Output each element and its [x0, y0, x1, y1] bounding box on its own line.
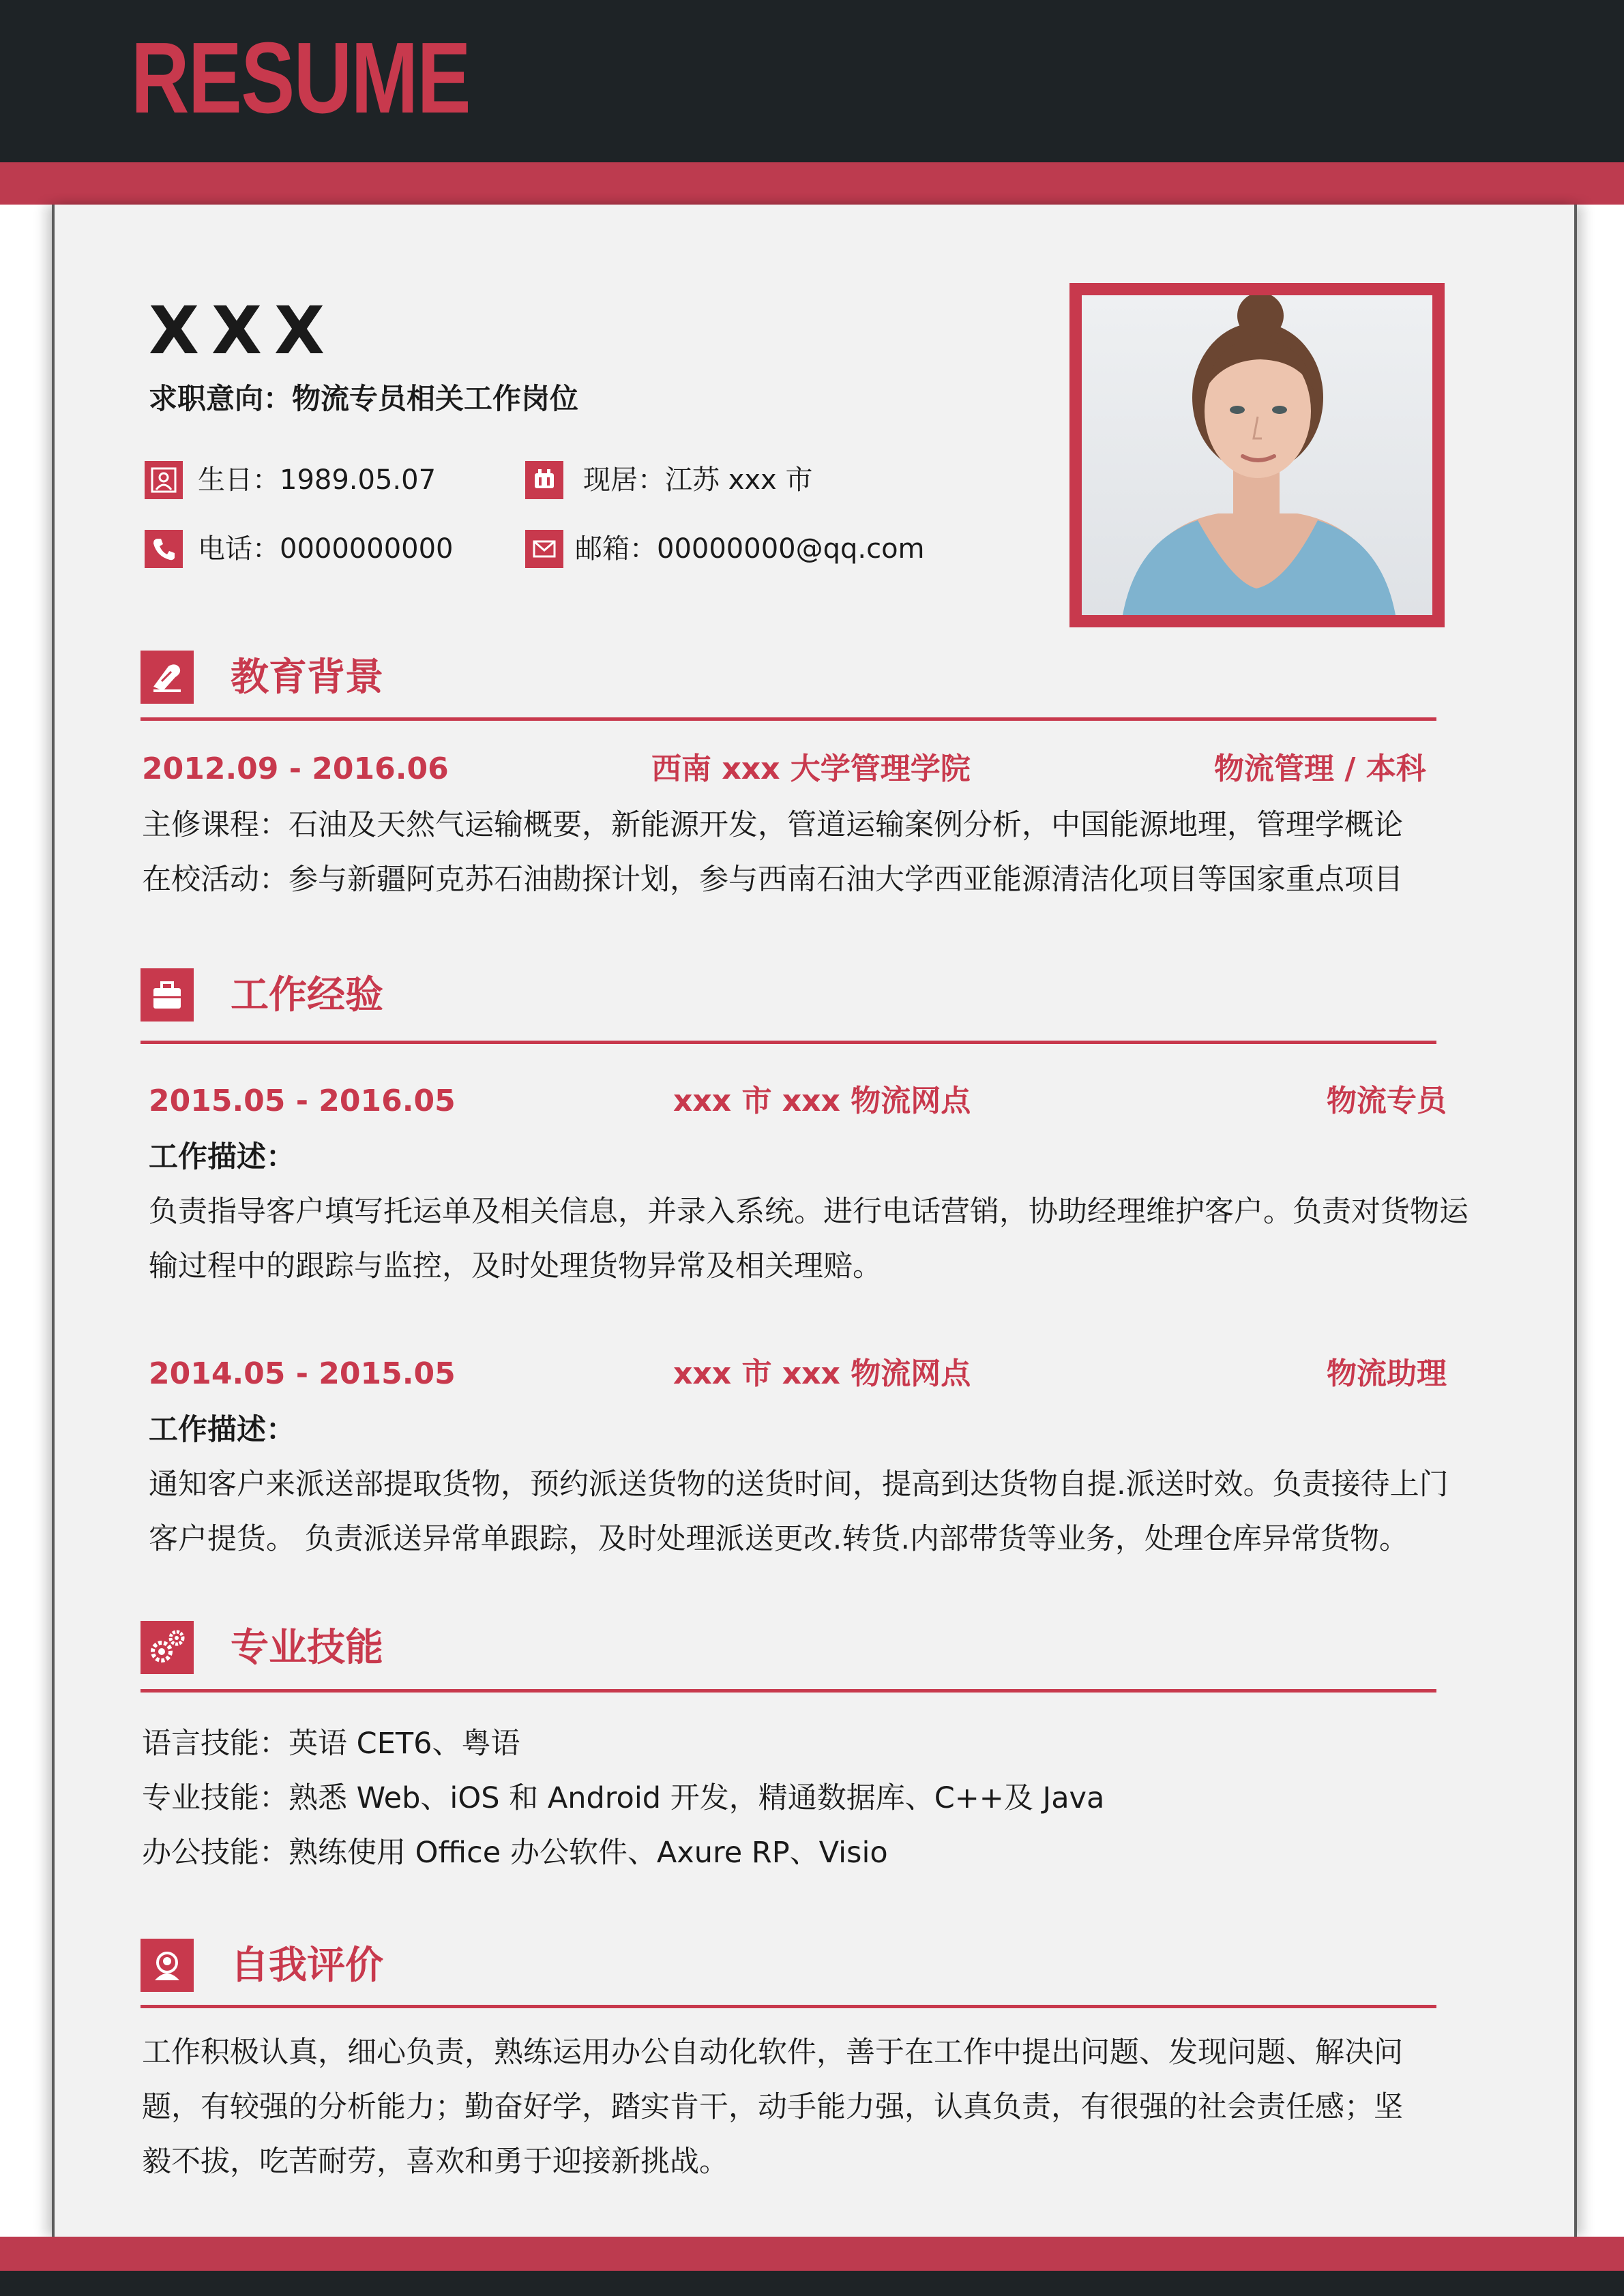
- job-intent: 求职意向：物流专员相关工作岗位: [149, 382, 579, 415]
- job-desc-line: 客户提货。 负责派送异常单跟踪，及时处理派送更改.转货.内部带货等业务，处理仓库异常货物。: [149, 1522, 1409, 1556]
- mail-icon: [525, 530, 563, 568]
- job-desc-label: 工作描述：: [149, 1413, 295, 1447]
- section-divider: [141, 717, 1436, 721]
- skill-line: 办公技能：熟练使用 Office 办公软件、Axure RP、Visio: [142, 1836, 888, 1870]
- education-school: 西南 xxx 大学管理学院: [651, 751, 971, 786]
- location-icon: [525, 461, 563, 499]
- job-desc-line: 负责指导客户填写托运单及相关信息，并录入系统。进行电话营销，协助经理维护客户。负责对货物运: [149, 1195, 1468, 1229]
- education-period: 2012.09 - 2016.06: [142, 751, 449, 786]
- email-address: 邮箱：00000000@qq.com: [575, 533, 925, 565]
- phone-icon: [145, 530, 183, 568]
- person-icon: [145, 461, 183, 499]
- skill-line: 语言技能：英语 CET6、粤语: [142, 1727, 520, 1761]
- profile-photo: [1069, 283, 1445, 627]
- portrait-image: [1082, 295, 1432, 615]
- residence: 现居：江苏 xxx 市: [583, 464, 813, 496]
- header-accent-band: [0, 162, 1624, 205]
- education-major: 物流管理 / 本科: [1214, 751, 1426, 786]
- footer-bar: [0, 2271, 1624, 2296]
- job-period: 2015.05 - 2016.05: [149, 1084, 456, 1118]
- education-courses: 主修课程：石油及天然气运输概要，新能源开发，管道运输案例分析，中国能源地理，管理学概论: [142, 808, 1403, 842]
- job-desc-line: 通知客户来派送部提取货物，预约派送货物的送货时间，提高到达货物自提.派送时效。负责接待上门: [149, 1467, 1449, 1502]
- job-company: xxx 市 xxx 物流网点: [673, 1356, 971, 1391]
- section-title-education: 教育背景: [231, 655, 383, 700]
- self-eval-line: 工作积极认真，细心负责，熟练运用办公自动化软件，善于在工作中提出问题、发现问题、解决问: [142, 2036, 1403, 2070]
- phone-number: 电话：0000000000: [198, 533, 454, 565]
- section-divider: [141, 1041, 1436, 1044]
- job-role: 物流助理: [1327, 1356, 1447, 1391]
- education-icon: [141, 651, 194, 704]
- section-title-self-eval: 自我评价: [231, 1943, 383, 1988]
- birth-date: 生日：1989.05.07: [198, 464, 437, 496]
- education-activities: 在校活动：参与新疆阿克苏石油勘探计划，参与西南石油大学西亚能源清洁化项目等国家重点项目: [142, 863, 1403, 897]
- job-period: 2014.05 - 2015.05: [149, 1356, 456, 1391]
- job-role: 物流专员: [1327, 1084, 1447, 1118]
- job-company: xxx 市 xxx 物流网点: [673, 1084, 971, 1118]
- section-title-work: 工作经验: [231, 973, 383, 1017]
- user-icon: [141, 1939, 194, 1992]
- footer-accent-band: [0, 2237, 1624, 2271]
- candidate-name: XXX: [149, 293, 338, 369]
- self-eval-line: 题，有较强的分析能力；勤奋好学，踏实肯干，动手能力强，认真负责，有很强的社会责任感；坚: [142, 2090, 1403, 2124]
- gear-icon: [141, 1621, 194, 1674]
- section-divider: [141, 1689, 1436, 1693]
- job-desc-line: 输过程中的跟踪与监控，及时处理货物异常及相关理赔。: [149, 1249, 882, 1283]
- job-desc-label: 工作描述：: [149, 1140, 295, 1174]
- skill-line: 专业技能：熟悉 Web、iOS 和 Android 开发，精通数据库、C++及 Java: [142, 1781, 1105, 1815]
- briefcase-icon: [141, 968, 194, 1022]
- self-eval-line: 毅不拔，吃苦耐劳，喜欢和勇于迎接新挑战。: [142, 2145, 728, 2179]
- section-divider: [141, 2005, 1436, 2008]
- resume-title: RESUME: [131, 22, 470, 134]
- section-title-skills: 专业技能: [231, 1626, 383, 1670]
